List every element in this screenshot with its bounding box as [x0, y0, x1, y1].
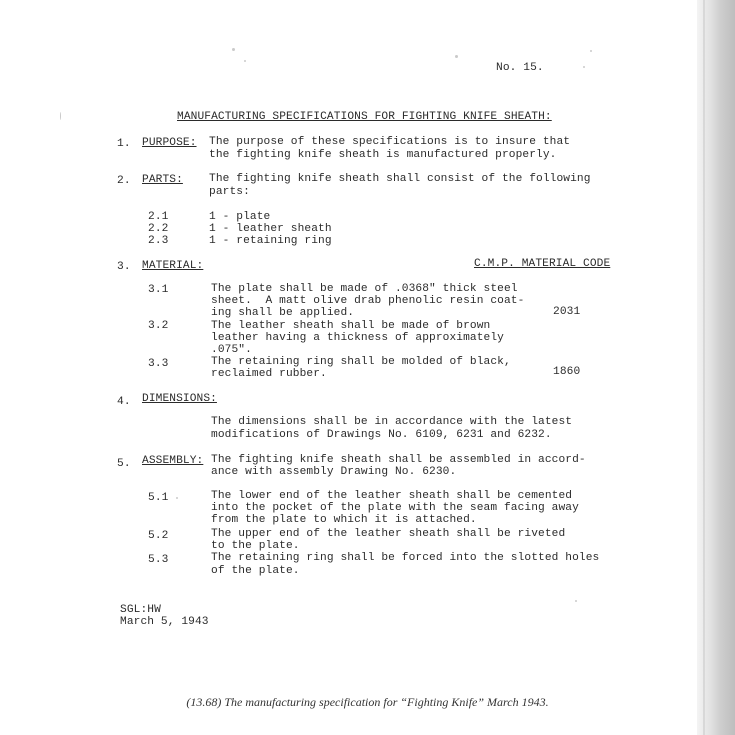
item-text-line: leather having a thickness of approximately	[211, 332, 504, 344]
item-text-line: The upper end of the leather sheath shall be riveted	[211, 528, 566, 540]
section-heading-purpose: PURPOSE:	[142, 137, 197, 149]
item-number: 3.2	[148, 320, 169, 332]
section-number: 4.	[117, 396, 131, 408]
item-text-line: into the pocket of the plate with the seam facing away	[211, 502, 579, 514]
item-text-line: The lower end of the leather sheath shall be cemented	[211, 490, 573, 502]
material-code: 2031	[553, 306, 581, 318]
item-text-line: ing shall be applied.	[211, 307, 355, 319]
scan-speck	[575, 600, 577, 602]
scan-speck	[455, 55, 458, 58]
signature-date: March 5, 1943	[120, 616, 209, 628]
item-text-line: reclaimed rubber.	[211, 368, 327, 380]
scan-speck	[176, 497, 178, 499]
section-text-line: modifications of Drawings No. 6109, 6231 and 6232.	[211, 429, 552, 441]
document-title: MANUFACTURING SPECIFICATIONS FOR FIGHTING KNIFE SHEATH:	[177, 111, 552, 123]
item-text-line: sheet. A matt olive drab phenolic resin coat-	[211, 295, 525, 307]
figure-caption: (13.68) The manufacturing specification for “Fighting Knife” March 1943.	[186, 695, 549, 709]
item-number: 5.3	[148, 554, 169, 566]
item-text-line: The plate shall be made of .0368" thick steel	[211, 283, 518, 295]
item-text-line: The leather sheath shall be made of brown	[211, 320, 491, 332]
item-number: 5.2	[148, 530, 169, 542]
scan-speck	[60, 112, 61, 120]
section-number: 5.	[117, 458, 131, 470]
scan-speck	[583, 66, 585, 68]
section-heading-assembly: ASSEMBLY:	[142, 455, 204, 467]
item-text: 1 - retaining ring	[209, 235, 332, 247]
scan-speck	[590, 50, 592, 52]
item-text-line: of the plate.	[211, 565, 300, 577]
item-text-line: The retaining ring shall be molded of black,	[211, 356, 511, 368]
scan-speck	[232, 48, 235, 51]
material-code: 1860	[553, 366, 581, 378]
section-text-line: the fighting knife sheath is manufactured properly.	[209, 149, 557, 161]
material-code-header: C.M.P. MATERIAL CODE	[474, 258, 611, 270]
item-number: 3.3	[148, 358, 169, 370]
section-heading-dimensions: DIMENSIONS:	[142, 393, 217, 405]
section-text-line: parts:	[209, 186, 250, 198]
section-text-line: ance with assembly Drawing No. 6230.	[211, 466, 457, 478]
section-heading-material: MATERIAL:	[142, 260, 204, 272]
section-text-line: The fighting knife sheath shall be assembled in accord-	[211, 454, 586, 466]
item-text-line: to the plate.	[211, 540, 300, 552]
section-number: 2.	[117, 175, 131, 187]
page-edge	[703, 0, 705, 735]
item-number: 5.1	[148, 492, 169, 504]
document-number: No. 15.	[496, 62, 544, 74]
section-text-line: The purpose of these specifications is to insure that	[209, 136, 571, 148]
item-text-line: .075".	[211, 344, 252, 356]
scan-speck	[244, 60, 246, 62]
item-text: 1 - leather sheath	[209, 223, 332, 235]
item-number: 2.1	[148, 211, 169, 223]
item-number: 3.1	[148, 284, 169, 296]
signature-initials: SGL:HW	[120, 604, 161, 616]
section-text-line: The dimensions shall be in accordance with the latest	[211, 416, 573, 428]
item-text-line: from the plate to which it is attached.	[211, 514, 477, 526]
item-number: 2.2	[148, 223, 169, 235]
item-text: 1 - plate	[209, 211, 271, 223]
section-number: 1.	[117, 138, 131, 150]
item-number: 2.3	[148, 235, 169, 247]
section-number: 3.	[117, 261, 131, 273]
item-text-line: The retaining ring shall be forced into the slotted holes	[211, 552, 600, 564]
section-text-line: The fighting knife sheath shall consist of the following	[209, 173, 591, 185]
section-heading-parts: PARTS:	[142, 174, 183, 186]
